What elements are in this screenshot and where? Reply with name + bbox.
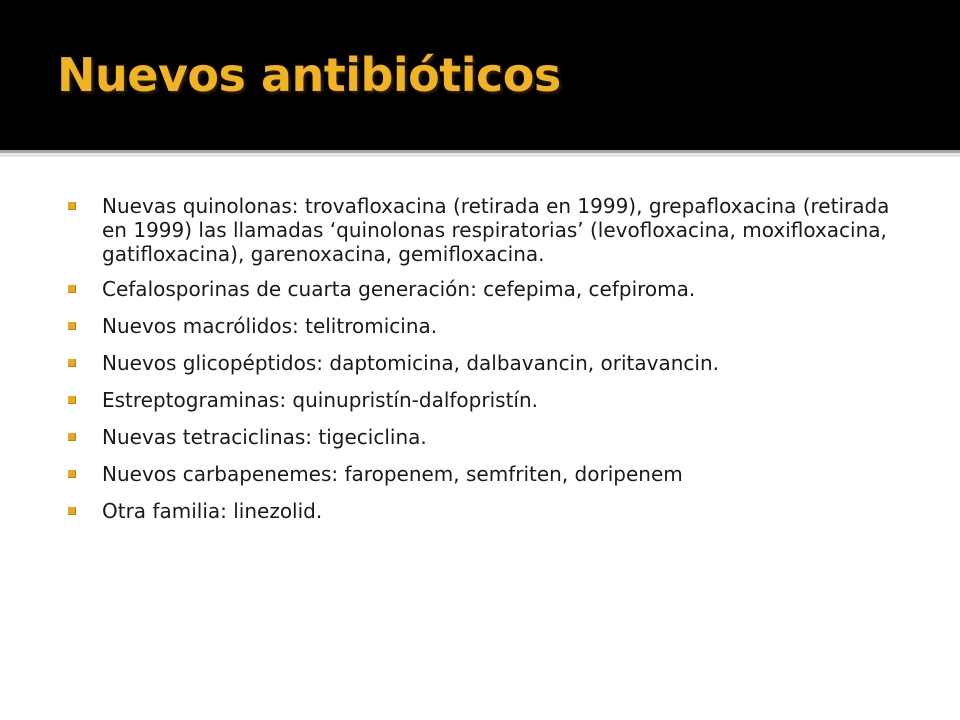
bullet-text: Nuevas tetraciclinas: tigeciclina.: [102, 425, 427, 449]
bullet-text: Nuevos macrólidos: telitromicina.: [102, 314, 438, 338]
slide-title: Nuevos antibióticos: [57, 48, 561, 102]
square-bullet-icon: [68, 285, 76, 293]
square-bullet-icon: [68, 322, 76, 330]
bullet-item: [62, 277, 902, 301]
title-bar: [0, 0, 960, 150]
bullet-text: Nuevas quinolonas: trovafloxacina (retirada en 1999), grepafloxacina (retirada en 1999) las llamadas ‘quinolonas respiratorias’ (levofloxacina, moxifloxacina, gatifloxacina), garenoxacina, gemifloxacina.: [102, 194, 890, 266]
square-bullet-icon: [68, 396, 76, 404]
bullet-item: [62, 462, 902, 486]
bullet-item: [62, 499, 902, 523]
bullet-list: [62, 194, 902, 536]
bullet-text: Nuevos carbapenemes: faropenem, semfriten, doripenem: [102, 462, 683, 486]
bullet-text: Nuevos glicopéptidos: daptomicina, dalbavancin, oritavancin.: [102, 351, 719, 375]
bullet-item: [62, 194, 902, 266]
bullet-text: Cefalosporinas de cuarta generación: cefepima, cefpiroma.: [102, 277, 696, 301]
square-bullet-icon: [68, 202, 76, 210]
bullet-item: [62, 388, 902, 412]
bullet-text: Otra familia: linezolid.: [102, 499, 323, 523]
bullet-item: [62, 314, 902, 338]
bullet-item: [62, 425, 902, 449]
bullet-item: [62, 351, 902, 375]
bullet-text: Estreptograminas: quinupristín-dalfopristín.: [102, 388, 538, 412]
square-bullet-icon: [68, 507, 76, 515]
square-bullet-icon: [68, 359, 76, 367]
square-bullet-icon: [68, 433, 76, 441]
title-divider-shadow: [0, 153, 960, 157]
square-bullet-icon: [68, 470, 76, 478]
